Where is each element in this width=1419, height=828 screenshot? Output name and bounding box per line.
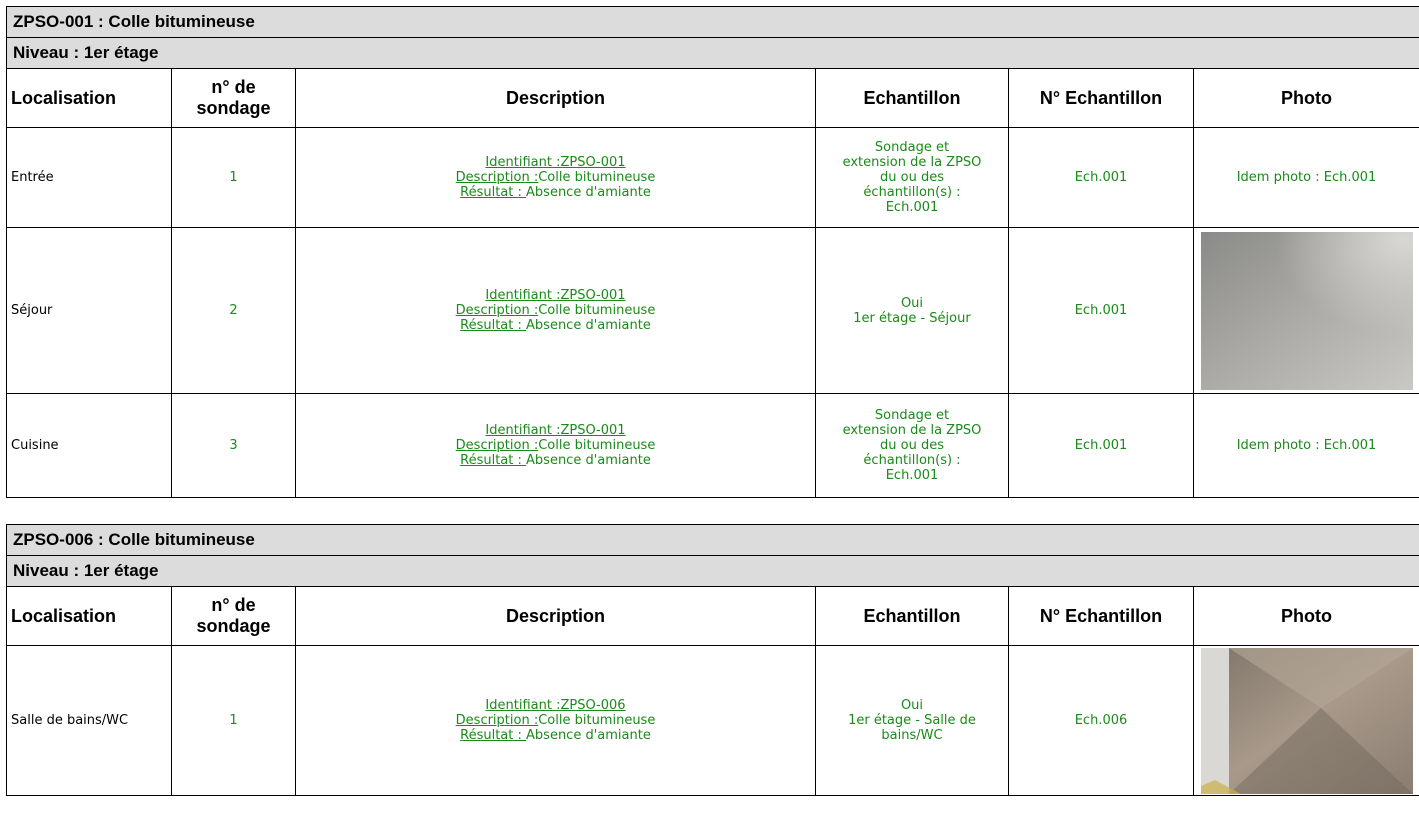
cell-sondage: 1 (172, 646, 296, 796)
cell-echantillon (816, 646, 1009, 796)
cell-sondage: 1 (172, 128, 296, 228)
header-sondage (172, 69, 296, 128)
desc-desc-value: Colle bitumineuse (538, 170, 656, 185)
table-row (7, 646, 1419, 796)
cell-photo: Idem photo : Ech.001 (1194, 128, 1419, 228)
header-description: Description (296, 587, 816, 646)
header-photo: Photo (1194, 587, 1419, 646)
desc-res-value: Absence d'amiante (526, 318, 651, 333)
echantillon-line: Oui (900, 295, 924, 311)
cell-localisation: Séjour (7, 228, 172, 394)
desc-desc-value: Colle bitumineuse (538, 438, 656, 453)
cell-n-echantillon: Ech.001 (1009, 128, 1194, 228)
echantillon-line: 1er étage - Séjour (853, 310, 971, 326)
cell-echantillon (816, 128, 1009, 228)
section-title: ZPSO-006 : Colle bitumineuse (7, 525, 1419, 556)
section-level: Niveau : 1er étage (7, 38, 1419, 69)
desc-desc-value: Colle bitumineuse (538, 303, 656, 318)
cell-photo (1194, 646, 1419, 796)
header-n-echantillon: N° Echantillon (1009, 587, 1194, 646)
echantillon-line: du ou des (880, 438, 944, 453)
echantillon-line: 1er étage - Salle de (848, 713, 976, 728)
cell-echantillon (816, 228, 1009, 394)
desc-id-label: Identifiant : (485, 288, 561, 303)
desc-desc-label: Description : (455, 438, 539, 453)
header-sondage-text: n° de sondage (196, 77, 271, 118)
cell-description (296, 228, 816, 394)
desc-desc-label: Description : (455, 303, 539, 318)
header-echantillon: Echantillon (816, 587, 1009, 646)
desc-res-label: Résultat : (460, 728, 527, 743)
header-sondage (172, 587, 296, 646)
cell-description (296, 646, 816, 796)
desc-id-line (485, 698, 625, 713)
desc-id-value: ZPSO-006 (560, 698, 626, 713)
echantillon-line: Ech.001 (885, 468, 939, 483)
header-localisation: Localisation (7, 587, 172, 646)
cell-photo (1194, 228, 1419, 394)
desc-res-label: Résultat : (460, 185, 527, 200)
cell-localisation: Salle de bains/WC (7, 646, 172, 796)
sample-photo-sejour (1201, 232, 1413, 390)
cell-echantillon (816, 394, 1009, 498)
desc-id-label: Identifiant : (485, 423, 561, 438)
desc-desc-value: Colle bitumineuse (538, 713, 656, 728)
cell-localisation: Cuisine (7, 394, 172, 498)
table-row (7, 128, 1419, 228)
section-title: ZPSO-001 : Colle bitumineuse (7, 7, 1419, 38)
echantillon-line: bains/WC (881, 728, 943, 743)
echantillon-line: Sondage et (874, 140, 950, 155)
echantillon-line: Sondage et (874, 408, 950, 423)
cell-localisation: Entrée (7, 128, 172, 228)
cell-description (296, 128, 816, 228)
desc-desc-label: Description : (455, 713, 539, 728)
desc-id-label: Identifiant : (485, 698, 561, 713)
desc-id-value: ZPSO-001 (560, 155, 626, 170)
section-table-zpso-001 (6, 6, 1419, 498)
desc-id-value: ZPSO-001 (560, 288, 626, 303)
section-level: Niveau : 1er étage (7, 556, 1419, 587)
cell-n-echantillon: Ech.001 (1009, 394, 1194, 498)
table-row (7, 394, 1419, 498)
desc-id-line (485, 288, 625, 303)
cell-sondage: 2 (172, 228, 296, 394)
echantillon-line: Ech.001 (885, 200, 939, 215)
header-photo: Photo (1194, 69, 1419, 128)
desc-res-value: Absence d'amiante (526, 728, 651, 743)
header-localisation: Localisation (7, 69, 172, 128)
cell-sondage: 3 (172, 394, 296, 498)
desc-res-value: Absence d'amiante (526, 185, 651, 200)
desc-res-label: Résultat : (460, 453, 527, 468)
desc-desc-label: Description : (455, 170, 539, 185)
desc-res-label: Résultat : (460, 318, 527, 333)
desc-res-value: Absence d'amiante (526, 453, 651, 468)
desc-id-value: ZPSO-001 (560, 423, 626, 438)
header-description: Description (296, 69, 816, 128)
echantillon-line: échantillon(s) : (863, 185, 961, 200)
echantillon-line: extension de la ZPSO (842, 423, 982, 438)
echantillon-line: échantillon(s) : (863, 453, 961, 468)
echantillon-line: du ou des (880, 170, 944, 185)
cell-n-echantillon: Ech.006 (1009, 646, 1194, 796)
header-sondage-text: n° de sondage (196, 595, 271, 636)
sample-photo-salle-de-bains (1201, 648, 1413, 794)
echantillon-line: Oui (900, 698, 924, 713)
header-echantillon: Echantillon (816, 69, 1009, 128)
header-n-echantillon: N° Echantillon (1009, 69, 1194, 128)
cell-n-echantillon: Ech.001 (1009, 228, 1194, 394)
cell-description (296, 394, 816, 498)
echantillon-line: extension de la ZPSO (842, 155, 982, 170)
table-row (7, 228, 1419, 394)
desc-id-line (485, 423, 625, 438)
desc-id-line (485, 155, 625, 170)
desc-id-label: Identifiant : (485, 155, 561, 170)
section-table-zpso-006 (6, 524, 1419, 796)
cell-photo: Idem photo : Ech.001 (1194, 394, 1419, 498)
